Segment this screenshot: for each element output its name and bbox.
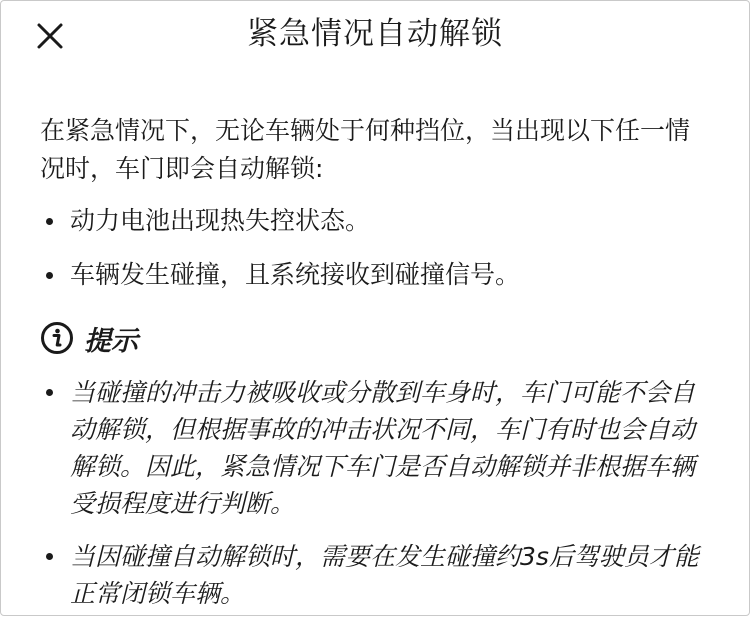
page-title: 紧急情况自动解锁	[247, 16, 503, 52]
condition-item: 车辆发生碰撞，且系统接收到碰撞信号。	[40, 256, 710, 294]
header-bar	[0, 0, 750, 74]
tip-list	[40, 374, 710, 628]
tip-item: 当碰撞的冲击力被吸收或分散到车身时，车门可能不会自动解锁，但根据事故的冲击状况不同，车门有时也会自动解锁。因此，紧急情况下车门是否自动解锁并非根据车辆受损程度进行判断。	[40, 374, 710, 522]
condition-list	[40, 202, 710, 294]
intro-text: 在紧急情况下，无论车辆处于何种挡位，当出现以下任一情况时，车门即会自动解锁:	[40, 116, 691, 183]
tip-item: 当因碰撞自动解锁时，需要在发生碰撞约3s后驾驶员才能正常闭锁车辆。	[40, 538, 710, 612]
condition-item: 动力电池出现热失控状态。	[40, 202, 710, 240]
tip-header	[40, 318, 138, 358]
info-icon	[40, 321, 74, 355]
main-content	[40, 112, 710, 310]
tip-title: 提示	[84, 325, 138, 357]
